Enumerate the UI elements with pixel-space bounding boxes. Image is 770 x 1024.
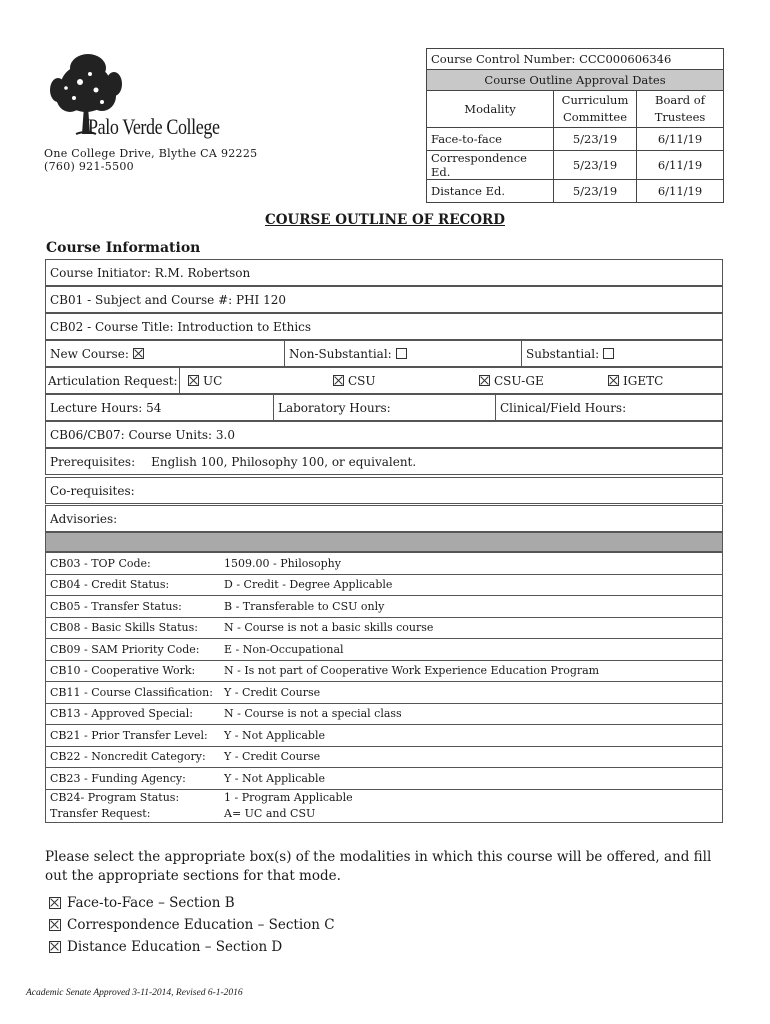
section-divider-bar xyxy=(45,532,723,552)
college-phone: (760) 921-5500 xyxy=(44,160,134,173)
curriculum-date: 5/23/19 xyxy=(554,128,637,151)
advisories-row xyxy=(45,505,723,532)
modality-cell: Distance Ed. xyxy=(427,180,554,203)
modality-option-face-to-face[interactable] xyxy=(45,895,235,911)
uc-checkbox[interactable] xyxy=(188,375,199,386)
cb-value: Y - Not Applicable xyxy=(220,768,723,790)
course-type-row xyxy=(45,340,723,367)
cb-value: E - Non-Occupational xyxy=(220,639,723,661)
corequisites-row xyxy=(45,477,723,504)
control-number: Course Control Number: CCC000606346 xyxy=(427,49,724,70)
articulation-row xyxy=(45,367,723,394)
igetc-cell xyxy=(600,368,722,393)
board-date: 6/11/19 xyxy=(637,180,724,203)
non-substantial-label: Non-Substantial: xyxy=(289,346,392,361)
new-course-label: New Course: xyxy=(50,346,129,361)
table-row xyxy=(46,746,723,768)
cb-key: Transfer Request: xyxy=(46,806,221,823)
course-units: CB06/CB07: Course Units: 3.0 xyxy=(50,427,235,442)
cb-key: CB24- Program Status: xyxy=(46,789,221,806)
face-to-face-checkbox[interactable] xyxy=(49,897,61,909)
units-row xyxy=(45,421,723,448)
college-address: One College Drive, Blythe CA 92225 xyxy=(44,147,258,160)
cb-value: Y - Credit Course xyxy=(220,682,723,704)
cb-key: CB05 - Transfer Status: xyxy=(46,596,221,618)
uc-cell xyxy=(179,368,325,393)
new-course-checkbox[interactable] xyxy=(133,348,144,359)
modality-option-correspondence[interactable] xyxy=(45,917,335,933)
board-header-line1: Board of xyxy=(655,93,705,107)
substantial-cell xyxy=(521,341,722,366)
table-row xyxy=(46,682,723,704)
csu-checkbox[interactable] xyxy=(333,375,344,386)
board-header-line2: Trustees xyxy=(654,110,706,124)
course-initiator-row xyxy=(45,259,723,286)
correspondence-checkbox[interactable] xyxy=(49,919,61,931)
new-course-cell xyxy=(46,341,284,366)
approval-row xyxy=(427,128,724,151)
course-title-row xyxy=(45,313,723,340)
table-row xyxy=(46,806,723,823)
cb-value: A= UC and CSU xyxy=(220,806,723,823)
modality-cell: Face-to-face xyxy=(427,128,554,151)
advisories: Advisories: xyxy=(50,511,118,526)
modality-header: Modality xyxy=(427,91,554,128)
table-row xyxy=(46,553,723,575)
cb-value: N - Course is not a special class xyxy=(220,703,723,725)
cb-value: N - Course is not a basic skills course xyxy=(220,617,723,639)
subject-row xyxy=(45,286,723,313)
subject-course-number: CB01 - Subject and Course #: PHI 120 xyxy=(50,292,286,307)
cb-value: 1 - Program Applicable xyxy=(220,789,723,806)
csu-ge-checkbox[interactable] xyxy=(479,375,490,386)
table-row xyxy=(46,660,723,682)
cb-key: CB23 - Funding Agency: xyxy=(46,768,221,790)
college-name: Palo Verde College xyxy=(88,114,220,139)
cb-key: CB03 - TOP Code: xyxy=(46,553,221,575)
igetc-checkbox[interactable] xyxy=(608,375,619,386)
igetc-label: IGETC xyxy=(623,373,664,388)
cb-key: CB08 - Basic Skills Status: xyxy=(46,617,221,639)
approval-row xyxy=(427,180,724,203)
approval-row xyxy=(427,151,724,180)
cb-value: Y - Not Applicable xyxy=(220,725,723,747)
course-information-heading: Course Information xyxy=(46,240,201,256)
modality-instructions: Please select the appropriate box(s) of the modalities in which this course will be offered, and fill out the appropriate sections for that mode. xyxy=(45,849,712,884)
table-row xyxy=(46,703,723,725)
cb-value: N - Is not part of Cooperative Work Experience Education Program xyxy=(220,660,723,682)
modality-option-label: Correspondence Education – Section C xyxy=(67,917,335,933)
board-date: 6/11/19 xyxy=(637,128,724,151)
hours-row xyxy=(45,394,723,421)
board-date: 6/11/19 xyxy=(637,151,724,180)
cb-key: CB04 - Credit Status: xyxy=(46,574,221,596)
csu-ge-cell xyxy=(471,368,600,393)
distance-education-checkbox[interactable] xyxy=(49,941,61,953)
course-initiator: Course Initiator: R.M. Robertson xyxy=(50,265,251,280)
course-title: CB02 - Course Title: Introduction to Ethics xyxy=(50,319,312,334)
articulation-label: Articulation Request: xyxy=(48,373,178,388)
table-row xyxy=(46,725,723,747)
cb-key: CB13 - Approved Special: xyxy=(46,703,221,725)
laboratory-hours: Laboratory Hours: xyxy=(273,395,495,420)
curriculum-date: 5/23/19 xyxy=(554,180,637,203)
modality-option-distance[interactable] xyxy=(45,939,282,955)
curriculum-header-line2: Committee xyxy=(562,110,628,124)
curriculum-header xyxy=(554,91,637,128)
prerequisites-value: English 100, Philosophy 100, or equivalent. xyxy=(151,454,417,469)
approval-dates-table xyxy=(426,48,724,203)
corequisites: Co-requisites: xyxy=(50,483,135,498)
csu-label: CSU xyxy=(348,373,376,388)
prerequisites xyxy=(46,449,416,474)
approval-dates-heading: Course Outline Approval Dates xyxy=(427,70,724,91)
curriculum-header-line1: Curriculum xyxy=(561,93,629,107)
modality-option-label: Distance Education – Section D xyxy=(67,939,283,955)
cb-value: B - Transferable to CSU only xyxy=(220,596,723,618)
modality-option-label: Face-to-Face – Section B xyxy=(67,895,235,911)
cb-key: CB09 - SAM Priority Code: xyxy=(46,639,221,661)
lecture-hours: Lecture Hours: 54 xyxy=(50,400,162,415)
table-row xyxy=(46,596,723,618)
curriculum-date: 5/23/19 xyxy=(554,151,637,180)
prerequisites-label: Prerequisites: xyxy=(50,454,136,469)
clinical-field-hours: Clinical/Field Hours: xyxy=(495,395,722,420)
cb-key: CB22 - Noncredit Category: xyxy=(46,746,221,768)
modality-cell: Correspondence Ed. xyxy=(427,151,554,180)
table-row xyxy=(46,789,723,806)
board-header xyxy=(637,91,724,128)
substantial-label: Substantial: xyxy=(526,346,600,361)
cb-value: 1509.00 - Philosophy xyxy=(220,553,723,575)
document-title: COURSE OUTLINE OF RECORD xyxy=(265,212,505,228)
table-row xyxy=(46,639,723,661)
cb-key: CB10 - Cooperative Work: xyxy=(46,660,221,682)
substantial-checkbox[interactable] xyxy=(603,348,614,359)
table-row xyxy=(46,768,723,790)
csu-cell xyxy=(325,368,471,393)
cb-value: Y - Credit Course xyxy=(220,746,723,768)
cb-value: D - Credit - Degree Applicable xyxy=(220,574,723,596)
prerequisites-row xyxy=(45,448,723,475)
table-row xyxy=(46,617,723,639)
cb-key: CB21 - Prior Transfer Level: xyxy=(46,725,221,747)
table-row xyxy=(46,574,723,596)
uc-label: UC xyxy=(203,373,223,388)
csu-ge-label: CSU-GE xyxy=(494,373,544,388)
cb-codes-table xyxy=(45,552,723,823)
non-substantial-checkbox[interactable] xyxy=(396,348,407,359)
non-substantial-cell xyxy=(284,341,521,366)
footer-approval-note: Academic Senate Approved 3-11-2014, Revised 6-1-2016 xyxy=(26,988,243,998)
cb-key: CB11 - Course Classification: xyxy=(46,682,221,704)
